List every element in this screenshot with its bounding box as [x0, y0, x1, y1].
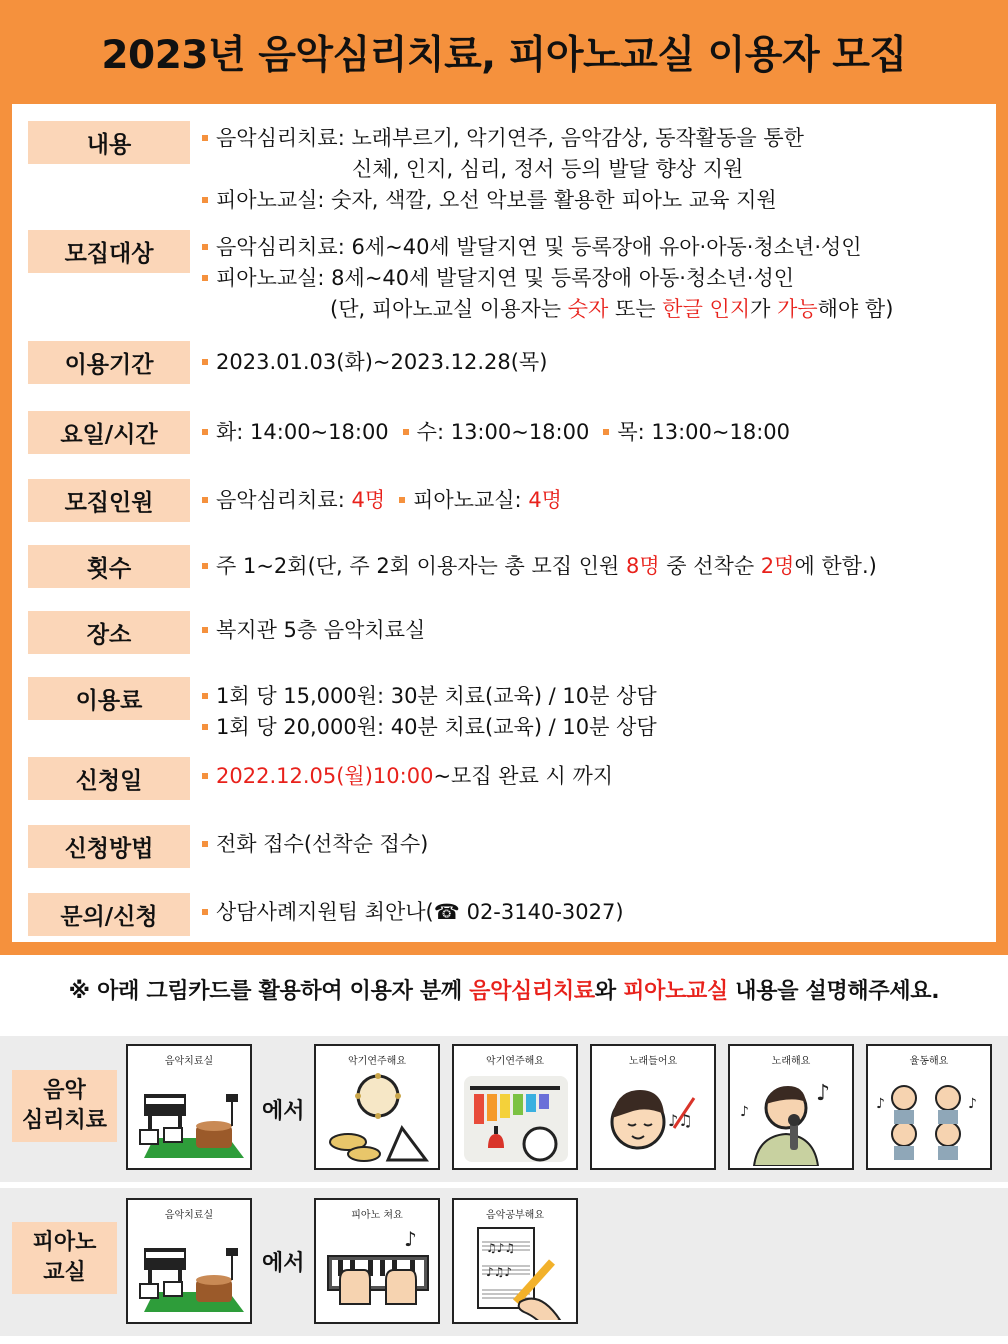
- svg-text:♪: ♪: [876, 1096, 885, 1112]
- bullet-icon: [603, 429, 609, 435]
- bullet-icon: [202, 909, 208, 915]
- sheet-music-pencil-icon: [460, 1222, 572, 1320]
- bullet-icon: [202, 773, 208, 779]
- card-music-room: 음악치료실: [126, 1044, 252, 1170]
- dancing-group-icon: [874, 1068, 986, 1166]
- phone-icon: ☎: [433, 900, 460, 924]
- tambourine-cymbals-triangle-icon: [322, 1068, 434, 1166]
- music-room-icon: [134, 1068, 246, 1166]
- svg-text:♪♫: ♪♫: [668, 1111, 693, 1130]
- card-dance: 율동해요 ♪ ♪: [866, 1044, 992, 1170]
- bullet-icon: [399, 497, 405, 503]
- bullet-icon: [202, 563, 208, 569]
- info-panel: 내용 음악심리치료: 노래부르기, 악기연주, 음악감상, 동작활동을 통한 신체, 인지, 심리, 정서 등의 발달 향상 지원 피아노교실: 숫자, 색깔, 오선 악보를 활용한 피아노 교육 지원 모집대상 음악심리치료: 6세~40세 발달지연 및 등록장애 유아·아동·청소년·성인 피아노교실: 8세~40세 발달지연 및 등록장애 아동·청소년·성인 (단, 피아노교실 이용자는 숫자 또는 한글 인지가 가능해야 함) 이용기간 2023.01.03(화)~2023.12.28(목) 요일/시간 화: 14:00~18:00 수: 13:00~18:00 목: 13:00~18:00 모집인원 음악심리치료: 4명 피아노교실: 4명 횟수 주 1~2회(단, 주 2회 이용자는 총 모집 인원 8명 중 선착순 2명에 한함.) 장소 복지관 5층 음악치료실 이용료 1회 당 15,000원: 30분 치료(교육) / 10분 상담 1회 당 20,000원: 40분 치료(교육) / 10분 상담 신청일 2022.12.05(월)10:00~모집 완료 시 까지 신청방법 전화 접수(선착순 접수) 문의/신청 상담사례지원팀 최안나(☎ 02-3140-3027): [12, 104, 996, 942]
- bullet-icon: [202, 429, 208, 435]
- bullet-icon: [202, 359, 208, 365]
- piano-band: 피아노 교실 음악치료실 에서 피아노 쳐요 ♪ 음악공부해요 ♫♪♫ ♪♫♪: [0, 1188, 1008, 1336]
- music-therapy-band: 음악 심리치료 음악치료실 에서 악기연주해요 악기연주해요 노래들어요 ♪♫ 노래해요 ♪ ♪ 율동해요 ♪ ♪: [0, 1036, 1008, 1182]
- row-label: 신청방법: [28, 825, 190, 868]
- row-label: 이용료: [28, 677, 190, 720]
- row-label: 장소: [28, 611, 190, 654]
- listening-face-icon: [598, 1068, 710, 1166]
- music-room-icon: [134, 1222, 246, 1320]
- bullet-icon: [202, 275, 208, 281]
- page-title: 2023년 음악심리치료, 피아노교실 이용자 모집: [101, 33, 907, 78]
- svg-text:♪: ♪: [404, 1227, 417, 1251]
- card-sing: 노래해요 ♪ ♪: [728, 1044, 854, 1170]
- card-instrument-2: 악기연주해요: [452, 1044, 578, 1170]
- svg-text:♪: ♪: [968, 1096, 977, 1112]
- bullet-icon: [202, 244, 208, 250]
- row-label: 요일/시간: [28, 411, 190, 454]
- bullet-icon: [202, 135, 208, 141]
- card-instrument-1: 악기연주해요: [314, 1044, 440, 1170]
- card-music-room: 음악치료실: [126, 1198, 252, 1324]
- row-label: 문의/신청: [28, 893, 190, 936]
- svg-text:♪: ♪: [740, 1104, 749, 1120]
- row-label: 이용기간: [28, 341, 190, 384]
- piano-keyboard-hands-icon: [322, 1222, 434, 1320]
- row-label: 모집대상: [28, 230, 190, 273]
- bullet-icon: [202, 627, 208, 633]
- card-study-music: 음악공부해요 ♫♪♫ ♪♫♪: [452, 1198, 578, 1324]
- piano-label: 피아노 교실: [12, 1222, 117, 1294]
- row-label: 신청일: [28, 757, 190, 800]
- xylophone-bell-drum-icon: [460, 1068, 572, 1166]
- svg-text:♫♪♫: ♫♪♫: [486, 1241, 516, 1255]
- bullet-icon: [202, 197, 208, 203]
- singing-person-icon: [736, 1068, 848, 1166]
- bullet-icon: [202, 724, 208, 730]
- card-listen-songs: 노래들어요 ♪♫: [590, 1044, 716, 1170]
- svg-text:♪♫♪: ♪♫♪: [486, 1265, 513, 1279]
- card-play-piano: 피아노 쳐요 ♪: [314, 1198, 440, 1324]
- bullet-icon: [202, 841, 208, 847]
- bullet-icon: [403, 429, 409, 435]
- notice-text: ※ 아래 그림카드를 활용하여 이용자 분께 음악심리치료와 피아노교실 내용을 설명해주세요.: [68, 979, 940, 1004]
- music-therapy-label: 음악 심리치료: [12, 1070, 117, 1142]
- bullet-icon: [202, 497, 208, 503]
- row-label: 모집인원: [28, 479, 190, 522]
- bullet-icon: [202, 693, 208, 699]
- row-label: 내용: [28, 121, 190, 164]
- row-label: 횟수: [28, 545, 190, 588]
- svg-text:♪: ♪: [816, 1081, 831, 1106]
